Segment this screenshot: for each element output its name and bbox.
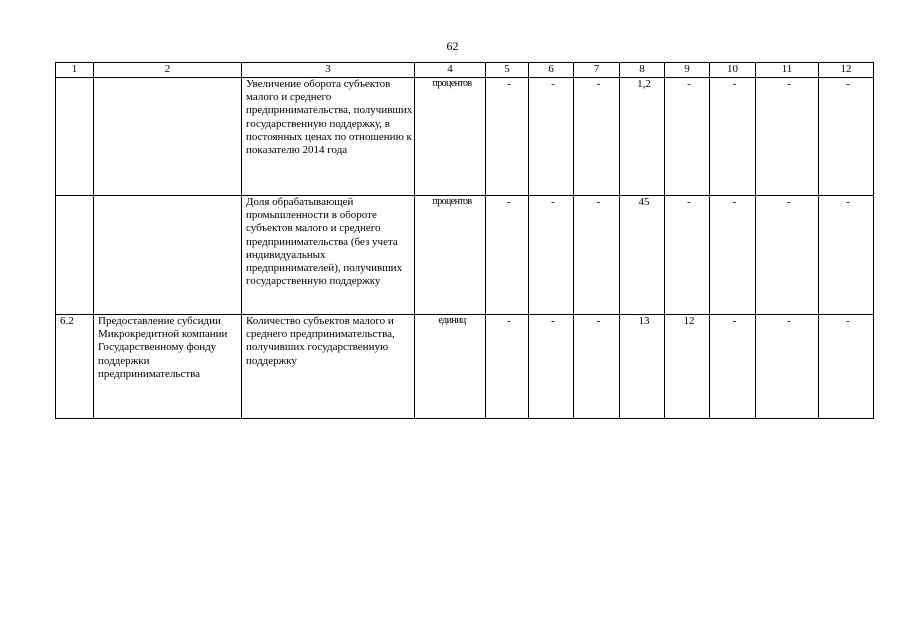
row-number-cell bbox=[56, 78, 94, 196]
column-header: 12 bbox=[819, 63, 874, 78]
value-cell: - bbox=[710, 315, 756, 419]
indicators-table bbox=[55, 62, 874, 419]
event-cell: Предоставление субсидии Микрокредитной компании Государственному фонду поддержки предпринимательства bbox=[94, 315, 242, 419]
column-header: 5 bbox=[486, 63, 529, 78]
column-header: 10 bbox=[710, 63, 756, 78]
value-cell: - bbox=[756, 315, 819, 419]
indicator-cell: Количество субъектов малого и среднего предпринимательства, получивших государственную поддержку bbox=[242, 315, 415, 419]
table-row bbox=[56, 196, 874, 315]
value-cell: 12 bbox=[665, 315, 710, 419]
row-number-cell: 6.2 bbox=[56, 315, 94, 419]
value-cell: - bbox=[486, 315, 529, 419]
column-header: 11 bbox=[756, 63, 819, 78]
value-cell: - bbox=[819, 78, 874, 196]
column-header: 1 bbox=[56, 63, 94, 78]
indicator-cell: Увеличение оборота субъектов малого и среднего предпринимательства, получивших государственную поддержку, в постоянных ценах по отношению к показателю 2014 года bbox=[242, 78, 415, 196]
unit-cell: процентов bbox=[415, 78, 486, 196]
value-cell: - bbox=[486, 196, 529, 315]
value-cell: - bbox=[486, 78, 529, 196]
column-header: 8 bbox=[620, 63, 665, 78]
value-cell: - bbox=[665, 196, 710, 315]
value-cell: - bbox=[529, 196, 574, 315]
row-number-cell bbox=[56, 196, 94, 315]
column-header: 3 bbox=[242, 63, 415, 78]
column-header: 7 bbox=[574, 63, 620, 78]
value-cell: - bbox=[710, 78, 756, 196]
event-cell bbox=[94, 78, 242, 196]
value-cell: - bbox=[574, 78, 620, 196]
indicator-cell: Доля обрабатывающей промышленности в обороте субъектов малого и среднего предпринимательства (без учета индивидуальных предпринимателей), получивших государственную поддержку bbox=[242, 196, 415, 315]
value-cell: - bbox=[574, 196, 620, 315]
column-header: 2 bbox=[94, 63, 242, 78]
unit-cell: единиц bbox=[415, 315, 486, 419]
header-row bbox=[56, 63, 874, 78]
table-row bbox=[56, 78, 874, 196]
value-cell: - bbox=[574, 315, 620, 419]
value-cell: - bbox=[756, 196, 819, 315]
value-cell: - bbox=[529, 315, 574, 419]
unit-cell: процентов bbox=[415, 196, 486, 315]
value-cell: 1,2 bbox=[620, 78, 665, 196]
value-cell: - bbox=[756, 78, 819, 196]
value-cell: - bbox=[710, 196, 756, 315]
table-header bbox=[56, 63, 874, 78]
value-cell: 45 bbox=[620, 196, 665, 315]
value-cell: - bbox=[529, 78, 574, 196]
table-row bbox=[56, 315, 874, 419]
column-header: 4 bbox=[415, 63, 486, 78]
value-cell: 13 bbox=[620, 315, 665, 419]
page-number: 62 bbox=[446, 39, 459, 53]
value-cell: - bbox=[819, 315, 874, 419]
column-header: 6 bbox=[529, 63, 574, 78]
value-cell: - bbox=[665, 78, 710, 196]
value-cell: - bbox=[819, 196, 874, 315]
event-cell bbox=[94, 196, 242, 315]
column-header: 9 bbox=[665, 63, 710, 78]
